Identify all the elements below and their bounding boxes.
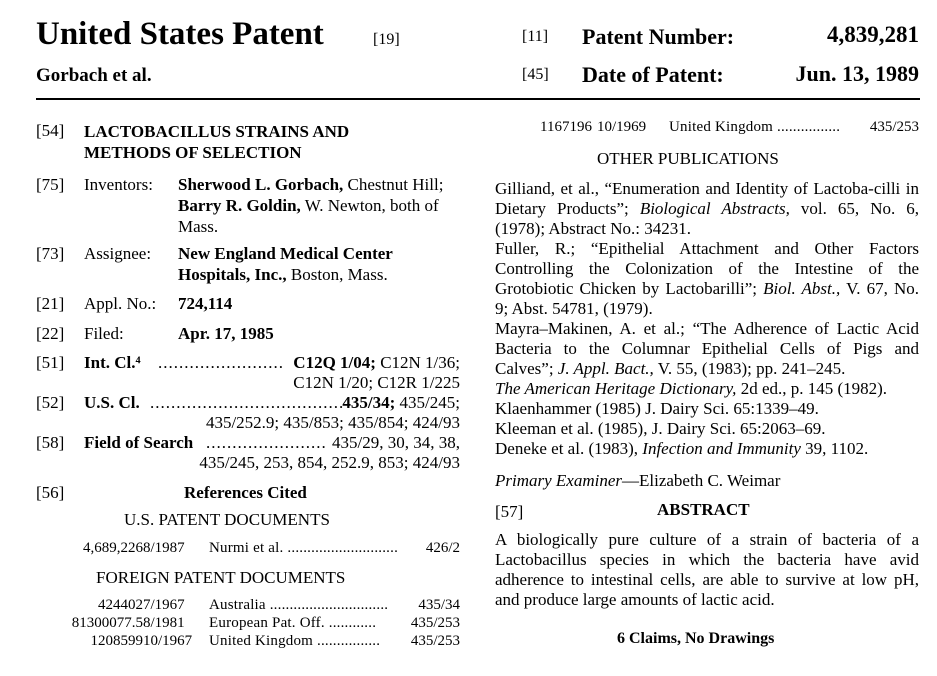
inventor-name: Barry R. Goldin,	[178, 196, 301, 215]
filed-label: Filed:	[84, 324, 124, 343]
field-code: [22]	[36, 324, 65, 343]
citation-number: 81300077.5	[71, 615, 143, 631]
foreign-documents-continued	[495, 119, 919, 137]
citation-row	[36, 615, 460, 633]
examiner-name: Elizabeth C. Weimar	[639, 471, 781, 490]
inventor-location: Chestnut Hill;	[343, 175, 444, 194]
examiner-dash: —	[622, 471, 640, 490]
us-cl-primary: 435/34;	[342, 393, 396, 412]
leader-dots: ........................	[158, 353, 284, 372]
citation-number: 1167196	[540, 119, 592, 135]
authors: Gorbach et al.	[36, 65, 152, 86]
publication-entry	[495, 239, 919, 319]
assignee-name: Hospitals, Inc.,	[178, 265, 287, 284]
int-cl-primary: C12Q 1/04;	[293, 353, 376, 372]
citation-name: United Kingdom ................	[669, 119, 841, 135]
leader-dots: .......................	[206, 433, 327, 452]
citation-row	[36, 633, 460, 651]
publication-source: J. Appl. Bact.,	[557, 359, 654, 378]
citation-class: 435/253	[869, 119, 919, 135]
citation-class: 435/34	[418, 597, 460, 613]
citation-name: Australia ..............................	[209, 597, 389, 613]
inventor-name: Sherwood L. Gorbach,	[178, 175, 344, 194]
citation-date: 10/1969	[597, 119, 647, 135]
inventors-value	[178, 174, 443, 237]
abstract-text: A biologically pure culture of a strain of bacteria of a Lactobacillus species in which the bacteria have avid adherence to intestinal cells, are able to survive at low pH, and produce large amounts of lactic acid.	[495, 530, 919, 609]
leader-dots: .....................................	[150, 393, 345, 412]
patent-title: United States Patent	[36, 16, 324, 52]
search-classes: 435/29, 30, 34, 38,	[332, 433, 460, 452]
field-code: [73]	[36, 244, 65, 263]
claims-summary: 6 Claims, No Drawings	[617, 630, 775, 647]
abstract-body	[495, 530, 919, 610]
foreign-patent-documents-list	[36, 597, 460, 651]
publication-entry	[495, 319, 919, 379]
assignee-value	[178, 243, 393, 285]
field-code: [58]	[36, 433, 65, 452]
references-cited-heading: References Cited	[184, 483, 307, 502]
publication-text: Mayra–Makinen, A. et al.; “The Adherence of Lactic Acid Bacteria to the Columnar Epithelial Cells of Pigs and Calves”;	[495, 319, 919, 378]
invention-title-line: METHODS OF SELECTION	[84, 143, 302, 162]
date-code: [45]	[522, 66, 549, 83]
abstract-heading: ABSTRACT	[657, 500, 750, 519]
us-patent-documents-list	[36, 540, 460, 558]
field-code: [54]	[36, 121, 65, 140]
us-cl-secondary: 435/252.9; 435/853; 435/854; 424/93	[205, 413, 460, 432]
publication-source: Infection and Immunity	[642, 439, 801, 458]
search-classes: 435/245, 253, 854, 252.9, 853; 424/93	[199, 453, 460, 472]
field-of-search-value	[199, 433, 460, 473]
publication-text: 2d ed., p. 145 (1982).	[736, 379, 888, 398]
invention-title	[84, 121, 349, 163]
inventors-label: Inventors:	[84, 175, 153, 194]
publication-text: V. 67, No. 9; Abst. 54781, (1979).	[495, 279, 919, 318]
citation-name: United Kingdom ................	[209, 633, 381, 649]
inventor-location: Mass.	[178, 217, 219, 236]
publication-text: vol. 65, No. 6, (1978); Abstract No.: 34231.	[495, 199, 920, 238]
us-cl-value	[206, 393, 460, 433]
number-code: [11]	[522, 28, 549, 45]
publication-entry	[495, 439, 919, 459]
invention-title-line: LACTOBACILLUS STRAINS AND	[84, 122, 350, 141]
citation-number: 424402	[98, 597, 143, 613]
field-code: [56]	[36, 483, 65, 502]
int-cl-label: Int. Cl.⁴	[84, 353, 141, 372]
header-rule	[36, 98, 920, 100]
citation-name: European Pat. Off. ............	[209, 615, 377, 631]
publication-source: The American Heritage Dictionary,	[495, 379, 737, 398]
us-cl-secondary: 435/245;	[395, 393, 460, 412]
filed-value: Apr. 17, 1985	[178, 324, 274, 343]
citation-name: Nurmi et al. ............................	[209, 540, 399, 556]
assignee-location: Boston, Mass.	[286, 265, 388, 284]
assignee-name: New England Medical Center	[178, 244, 393, 263]
inventor-location: W. Newton, both of	[300, 196, 439, 215]
citation-class: 426/2	[425, 540, 460, 556]
other-publications-heading: OTHER PUBLICATIONS	[597, 149, 779, 168]
citation-date: 10/1967	[143, 633, 193, 649]
appl-no-label: Appl. No.:	[84, 294, 157, 313]
date-of-patent-label: Date of Patent:	[582, 62, 724, 87]
examiner-label: Primary Examiner	[495, 471, 623, 490]
citation-date: 7/1967	[143, 597, 185, 613]
field-code: [57]	[495, 502, 524, 521]
publication-entry: Klaenhammer (1985) J. Dairy Sci. 65:1339–49.	[495, 399, 819, 418]
publication-entry	[495, 179, 919, 239]
us-patent-documents-heading: U.S. PATENT DOCUMENTS	[124, 510, 330, 529]
publication-text: V. 55, (1983); pp. 241–245.	[653, 359, 846, 378]
publication-source: Biol. Abst.,	[763, 279, 841, 298]
field-code: [21]	[36, 294, 65, 313]
publication-entry: Kleeman et al. (1985), J. Dairy Sci. 65:2063–69.	[495, 419, 826, 438]
publication-source: Biological Abstracts,	[639, 199, 790, 218]
foreign-patent-documents-heading: FOREIGN PATENT DOCUMENTS	[96, 568, 346, 587]
field-code: [51]	[36, 353, 65, 372]
citation-number: 1208599	[90, 633, 143, 649]
other-publications-list	[495, 179, 919, 459]
primary-examiner	[495, 471, 780, 491]
field-of-search-label: Field of Search	[84, 433, 194, 452]
assignee-label: Assignee:	[84, 244, 152, 263]
appl-no-value: 724,114	[178, 294, 233, 313]
patent-number-value: 4,839,281	[827, 22, 919, 47]
citation-class: 435/253	[410, 615, 460, 631]
publication-text: Deneke et al. (1983),	[495, 439, 643, 458]
int-cl-secondary: C12N 1/36;	[375, 353, 460, 372]
publication-text: Gilliand, et al., “Enumeration and Identity of Lactoba-cilli in Dietary Products”;	[495, 179, 919, 218]
patent-number-label: Patent Number:	[582, 24, 735, 49]
publication-entry	[495, 379, 919, 399]
citation-row	[36, 597, 460, 615]
citation-row	[495, 119, 919, 137]
title-code: [19]	[373, 31, 400, 48]
field-code: [52]	[36, 393, 65, 412]
publication-text: Fuller, R.; “Epithelial Attachment and Other Factors Controlling the Colonization of the Intestine of the Grotobiotic Chicken by Lactobarilli”;	[495, 239, 919, 298]
field-code: [75]	[36, 175, 65, 194]
publication-text: 39, 1102.	[800, 439, 869, 458]
citation-date: 8/1981	[143, 615, 185, 631]
citation-class: 435/253	[410, 633, 460, 649]
us-cl-label: U.S. Cl.	[84, 393, 140, 412]
int-cl-value	[293, 353, 460, 393]
date-of-patent-value: Jun. 13, 1989	[795, 61, 919, 86]
citation-row	[36, 540, 460, 558]
citation-date: 8/1987	[143, 540, 185, 556]
citation-number: 4,689,226	[83, 540, 143, 556]
int-cl-secondary: C12N 1/20; C12R 1/225	[293, 373, 460, 392]
